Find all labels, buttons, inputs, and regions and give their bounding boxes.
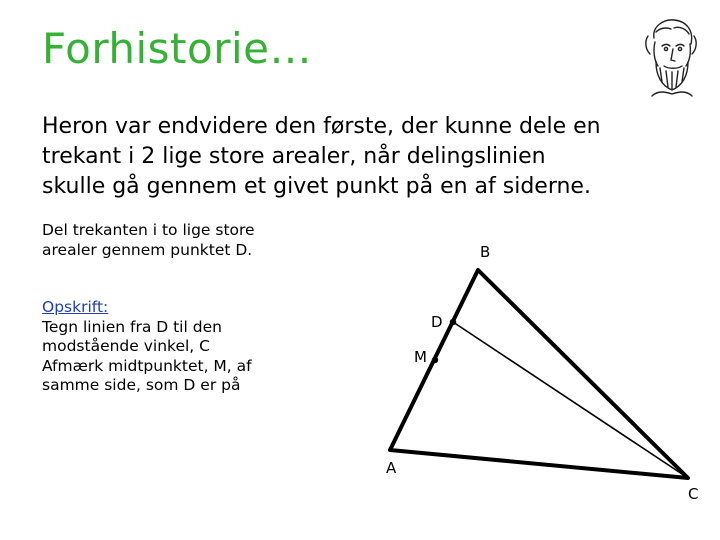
intro-text [42, 112, 682, 202]
recipe-line: samme side, som D er på [42, 376, 241, 394]
label-d: D [431, 313, 443, 331]
intro-line: trekant i 2 lige store arealer, når delingslinien [42, 144, 546, 169]
task-line: Del trekanten i to lige store [42, 221, 255, 239]
intro-line: Heron var endvidere den første, der kunne dele en [42, 114, 601, 139]
point-m [432, 357, 438, 363]
point-d [450, 319, 456, 325]
label-c: C [688, 485, 699, 503]
triangle-abc [390, 270, 688, 478]
recipe-block [42, 298, 252, 396]
recipe-line: Afmærk midtpunktet, M, af [42, 356, 252, 375]
heron-portrait-icon [638, 16, 702, 98]
recipe-link[interactable]: Opskrift: [42, 298, 109, 316]
label-a: A [386, 459, 397, 477]
intro-line: skulle gå gennem et givet punkt på en af siderne. [42, 174, 591, 199]
label-b: B [480, 243, 491, 261]
recipe-line: Tegn linien fra D til den [42, 317, 222, 336]
task-line: arealer gennem punktet D. [42, 241, 253, 259]
label-m: M [414, 348, 427, 366]
segment-dc [453, 322, 688, 478]
task-description [42, 220, 255, 260]
recipe-line: modstående vinkel, C [42, 337, 210, 355]
slide-title: Forhistorie… [42, 24, 312, 73]
